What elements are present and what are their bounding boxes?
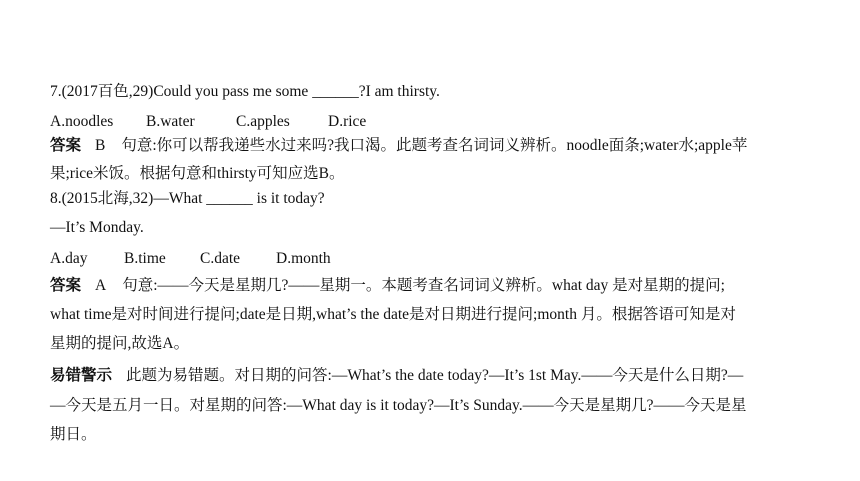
warning-line-1: [50, 366, 820, 386]
q7-answer-line: [50, 136, 820, 156]
q8-option-b: B.time: [124, 250, 166, 267]
q8-answer-label: 答案: [50, 277, 82, 294]
q7-question: 7.(2017百色,29)Could you pass me some ______?I am thirsty.: [50, 83, 440, 100]
q7-explanation-2: 果;rice米饭。根据句意和thirsty可知应选B。: [50, 165, 345, 182]
q7-option-c: C.apples: [236, 113, 290, 130]
q7-answer-value: B: [95, 137, 106, 154]
q8-option-d: D.month: [276, 250, 331, 267]
q8-question: 8.(2015北海,32)—What ______ is it today?: [50, 190, 325, 207]
q8-response: —It’s Monday.: [50, 219, 144, 236]
warning-line-3: 期日。: [50, 426, 97, 443]
q8-explanation-2: what time是对时间进行提问;date是日期,what’s the date是对日期进行提问;month 月。根据答语可知是对: [50, 306, 736, 323]
warning-label: 易错警示: [50, 367, 113, 384]
warning-text-1: 此题为易错题。对日期的问答:—What’s the date today?—It’s 1st May.——今天是什么日期?—: [126, 367, 744, 384]
q7-option-a: A.noodles: [50, 113, 114, 130]
q8-explanation-1: 句意:——今天是星期几?——星期一。本题考查名词词义辨析。what day 是对星期的提问;: [122, 277, 725, 294]
q7-explanation-1: 句意:你可以帮我递些水过来吗?我口渴。此题考查名词词义辨析。noodle面条;water水;apple苹: [121, 137, 748, 154]
q8-answer-value: A: [95, 277, 107, 294]
q7-option-d: D.rice: [328, 113, 367, 130]
q7-options: [50, 112, 820, 132]
q8-answer-line: [50, 276, 820, 296]
q8-option-c: C.date: [200, 250, 241, 267]
q7-answer-label: 答案: [50, 137, 82, 154]
q8-option-a: A.day: [50, 250, 88, 267]
q7-option-b: B.water: [146, 113, 195, 130]
q8-explanation-3: 星期的提问,故选A。: [50, 335, 190, 352]
q8-options: [50, 249, 820, 269]
warning-line-2: —今天是五月一日。对星期的问答:—What day is it today?—It’s Sunday.——今天是星期几?——今天是星: [50, 397, 747, 414]
